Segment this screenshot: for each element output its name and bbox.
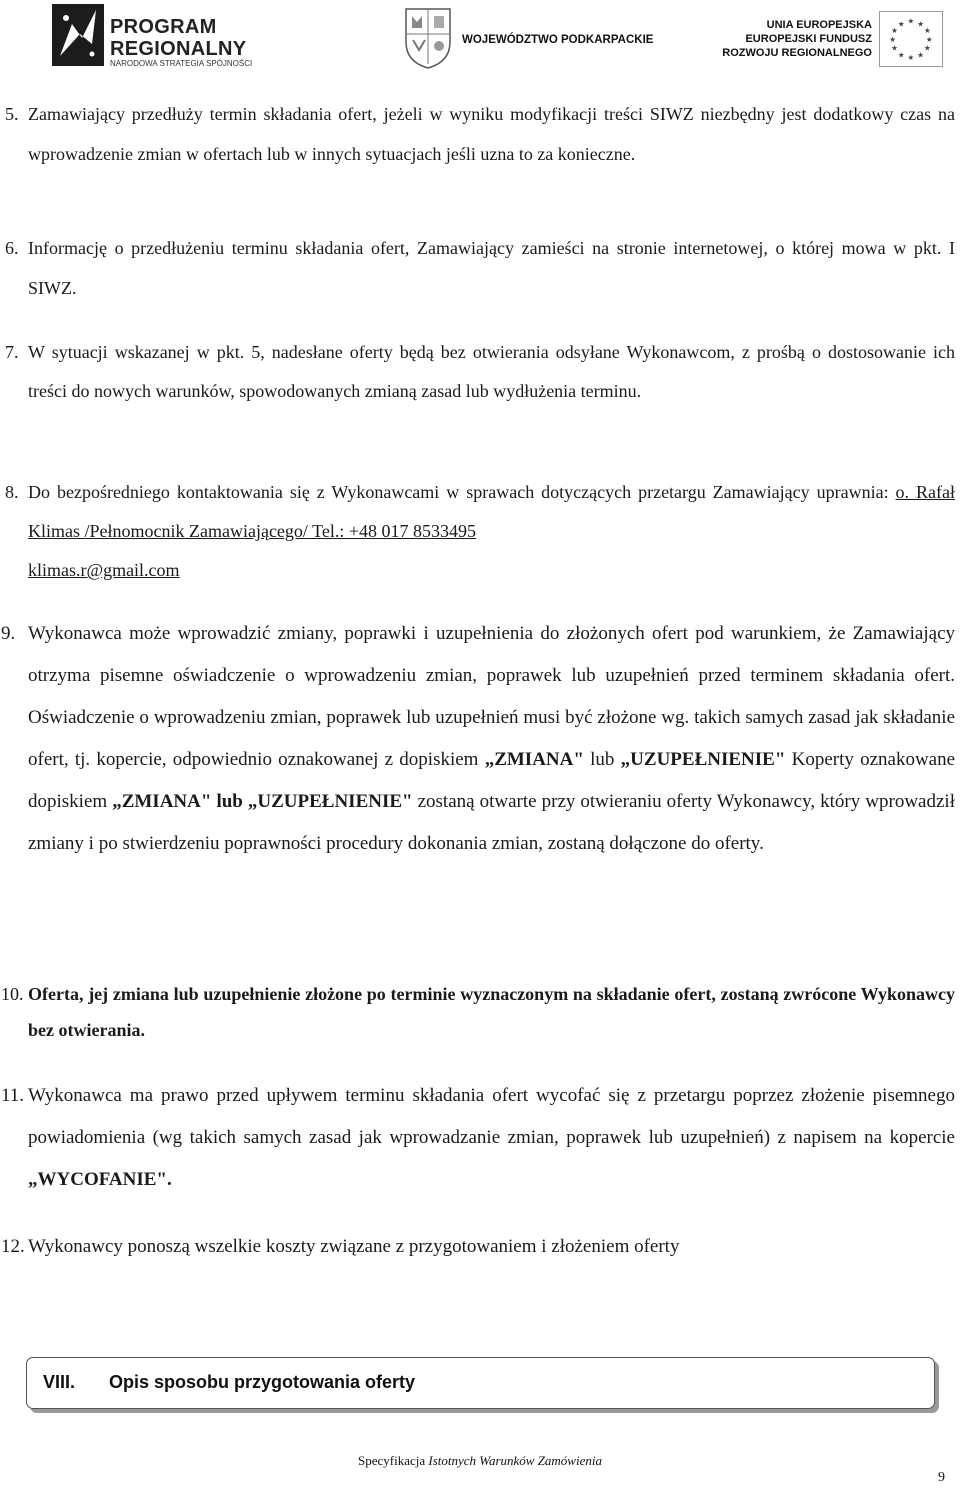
svg-text:★: ★ [925, 34, 933, 44]
svg-text:★: ★ [917, 50, 925, 60]
item-text-a: Wykonawca może wprowadzić zmiany, poprawki i uzupełnienia do złożonych ofert pod warunkiem, że Zamawiający otrzyma pisemne oświadczenie o wprowadzeniu zmian, poprawek lub uzupełnień przed terminem składania ofert. Oświadczenie o wprowadzeniu zmian, poprawek lub uzupełnień musi być złożone wg. takich samych zasad jak składanie ofert, tj. kopercie, odpowiednio oznakowanej z dopiskiem [28, 623, 955, 770]
item-number: 5. [5, 104, 19, 124]
item-number: 12. [1, 1236, 25, 1257]
item-text: Wykonawcy ponoszą wszelkie koszty związane z przygotowaniem i złożeniem oferty [28, 1236, 680, 1257]
section-title: Opis sposobu przygotowania oferty [109, 1372, 416, 1392]
eu-line-1: UNIA EUROPEJSKA [766, 19, 872, 31]
program-regionalny-logo [52, 4, 272, 70]
footer-title: Istotnych Warunków Zamówienia [428, 1453, 602, 1468]
item-or: lub [590, 749, 615, 770]
page-number: 9 [938, 1470, 945, 1485]
svg-text:★: ★ [897, 50, 905, 60]
item-text: Do bezpośredniego kontaktowania się z Wykonawcami w sprawach dotyczących przetargu Zamawiający uprawnia: [28, 482, 889, 502]
list-item-11 [1, 1075, 955, 1201]
svg-text:★: ★ [891, 26, 899, 36]
svg-text:★: ★ [891, 43, 899, 53]
page-header [0, 0, 960, 78]
contact-person: o. Rafał Klimas /Pełnomocnik Zamawiającego/ Tel.: +48 017 8533495 [28, 482, 955, 541]
program-title-line2: REGIONALNY [110, 38, 247, 60]
page-footer [0, 1453, 960, 1469]
mark-zmiana: „ZMIANA" [484, 749, 584, 770]
mark-zmiana-uzupelnienie: „ZMIANA" lub „UZUPEŁNIENIE" [112, 791, 413, 812]
list-item-12 [1, 1226, 955, 1268]
program-subtitle: NARODOWA STRATEGIA SPÓJNOŚCI [110, 59, 253, 68]
item-number: 11. [1, 1085, 25, 1106]
coat-of-arms-icon [403, 6, 453, 70]
svg-text:★: ★ [917, 19, 925, 29]
item-text: Zamawiający przedłuży termin składania ofert, jeżeli w wyniku modyfikacji treści SIWZ niezbędny jest dodatkowy czas na wprowadzenie zmian w ofertach lub w innych sytuacjach jeśli uzna to za konieczne. [28, 104, 955, 164]
list-item-8 [5, 473, 955, 590]
list-item-6 [5, 228, 955, 308]
eu-flag-icon [879, 11, 943, 67]
footer-prefix: Specyfikacja [358, 1453, 429, 1468]
section-header-box [26, 1357, 935, 1409]
item-text-c: zostaną otwarte przy otwieraniu oferty Wykonawcy, który wprowadził zmiany i po stwierdzeniu poprawności procedury dokonania zmian, zostaną dołączone do oferty. [28, 791, 955, 854]
item-number: 10. [1, 984, 24, 1004]
svg-text:★: ★ [907, 16, 915, 26]
program-title-line1: PROGRAM [110, 16, 217, 38]
list-item-5 [5, 94, 955, 174]
region-name: WOJEWÓDZTWO PODKARPACKIE [462, 34, 654, 46]
section-number: VIII. [43, 1372, 76, 1392]
mark-uzupelnienie: „UZUPEŁNIENIE" [620, 749, 786, 770]
svg-text:★: ★ [923, 26, 931, 36]
svg-text:★: ★ [897, 19, 905, 29]
item-number: 8. [5, 482, 19, 502]
item-number: 9. [1, 623, 16, 644]
item-text: Wykonawca ma prawo przed upływem terminu składania ofert wycofać się z przetargu poprzez złożenie pisemnego powiadomienia (wg takich samych zasad jak wprowadzanie zmian, poprawek lub uzupełnień) z napisem na kopercie [28, 1085, 955, 1148]
contact-email-link[interactable]: klimas.r@gmail.com [28, 560, 180, 580]
item-number: 6. [5, 238, 19, 258]
mark-wycofanie: „WYCOFANIE". [28, 1169, 172, 1190]
svg-text:★: ★ [889, 34, 897, 44]
eu-fund-text [720, 18, 872, 60]
star-logo-icon [52, 4, 104, 66]
svg-text:★: ★ [923, 43, 931, 53]
item-text: W sytuacji wskazanej w pkt. 5, nadesłane oferty będą bez otwierania odsyłane Wykonawcom, z prośbą o dostosowanie ich treści do nowych warunków, spowodowanych zmianą zasad lub wydłużenia terminu. [28, 342, 955, 401]
svg-text:★: ★ [907, 53, 915, 63]
item-text: Informację o przedłużeniu terminu składania ofert, Zamawiający zamieści na stronie internetowej, o której mowa w pkt. I SIWZ. [28, 238, 955, 298]
list-item-7 [5, 333, 955, 411]
list-item-9 [1, 613, 956, 865]
item-text-b: Koperty oznakowane dopiskiem [28, 749, 956, 812]
eu-line-2: EUROPEJSKI FUNDUSZ [745, 33, 872, 45]
item-number: 7. [5, 342, 19, 362]
item-text: Oferta, jej zmiana lub uzupełnienie złożone po terminie wyznaczonym na składanie ofert, zostaną zwrócone Wykonawcy bez otwierania. [28, 984, 955, 1040]
eu-line-3: ROZWOJU REGIONALNEGO [722, 47, 872, 59]
list-item-10 [1, 976, 955, 1048]
